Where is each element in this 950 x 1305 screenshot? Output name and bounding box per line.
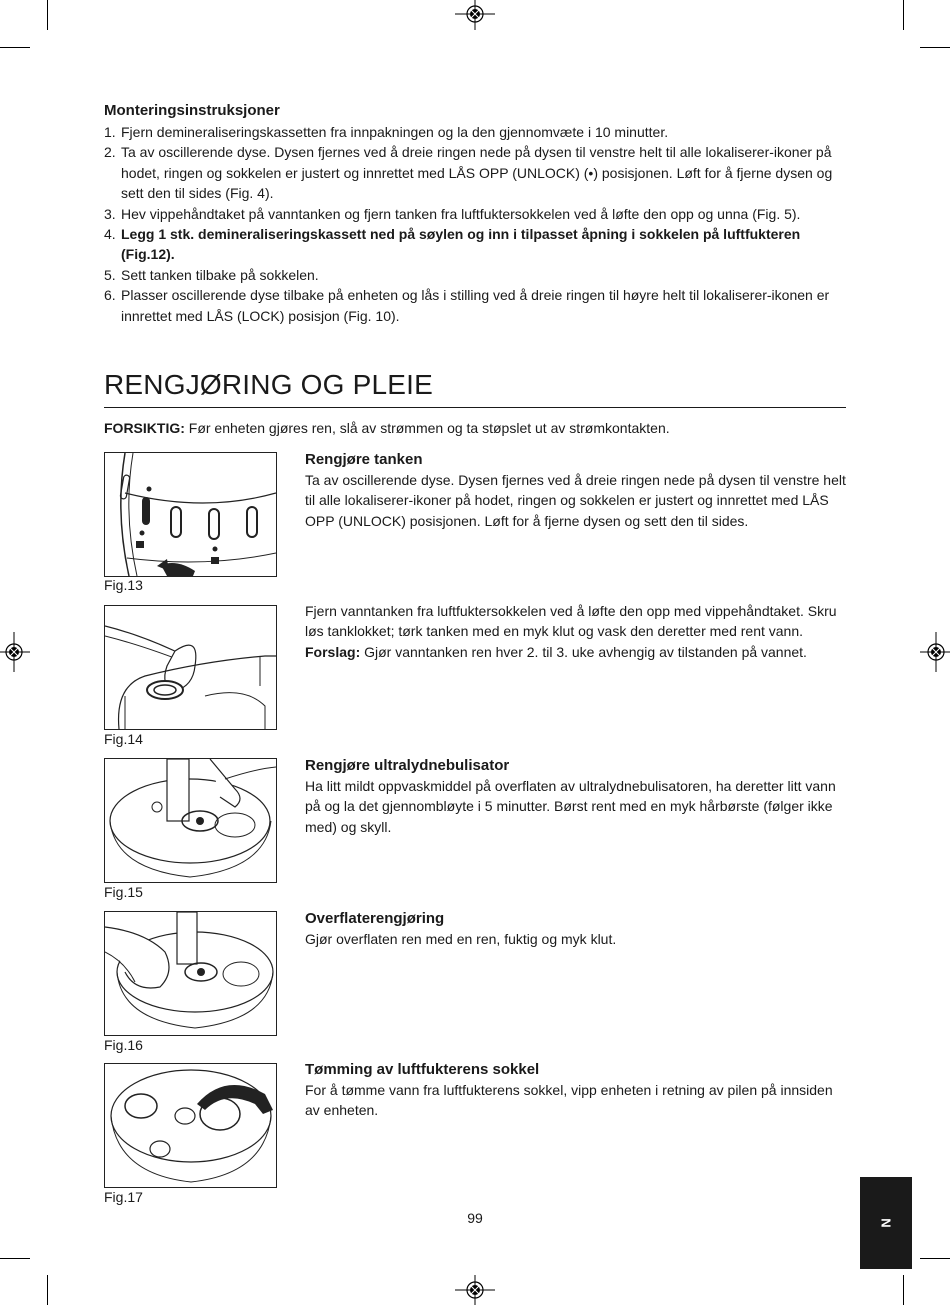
section-text: Ha litt mildt oppvaskmiddel på overflaten av ultralydnebulisatoren, ha deretter litt vann på og la det gjennombløyte i 5 minutter. Børst rent med en myk hårbørste (følger ikke med) og skyll. [305,778,836,835]
step-text: Fjern demineraliseringskassetten fra innpakningen og la den gjennomvæte i 10 minutter. [121,124,669,140]
section-text: Gjør overflaten ren med en ren, fuktig og myk klut. [305,931,617,947]
section-heading: Tømming av luftfukterens sokkel [305,1061,540,1078]
crop-mark [920,1258,950,1259]
crop-mark [903,0,904,30]
section-text: Fjern vanntanken fra luftfuktersokkelen ved å løfte den opp med vippehåndtaket. Skru løs tanklokket; tørk tanken med en myk klut og vask den deretter med rent vann. [305,603,837,640]
language-tab [860,1177,912,1269]
list-item [104,285,849,326]
clean-nebulizer-section [305,756,850,837]
step-text: Plasser oscillerende dyse tilbake på enheten og lås i stilling ved å dreie ringen til høyre helt til lokaliserer-ikonen er innrettet med LÅS (LOCK) posisjon (Fig. 10). [121,287,830,324]
section-text: Ta av oscillerende dyse. Dysen fjernes ved å dreie ringen nede på dysen til venstre helt til alle lokaliserer-ikoner på hodet, ringen og sokkelen er justert og innrettet med LÅS OPP (UNLOCK) posisjonen. Løft for å fjerne dysen og sett den til sides. [305,472,846,529]
mounting-steps [104,122,849,326]
figure-17-illustration [104,1063,277,1188]
figure-caption: Fig.15 [104,884,143,900]
registration-mark-icon [455,1275,495,1305]
crop-mark [920,47,950,48]
figure-14-illustration [104,605,277,730]
figure-caption: Fig.17 [104,1189,143,1205]
title-divider [104,407,846,408]
figure-caption: Fig.13 [104,577,143,593]
crop-mark [903,1275,904,1305]
crop-mark [47,0,48,30]
section-heading: Rengjøre tanken [305,451,423,468]
section-title: RENGJØRING OG PLEIE [104,369,433,400]
registration-mark-icon [0,632,30,672]
crop-mark [0,47,30,48]
caution-text: Før enheten gjøres ren, slå av strømmen og ta støpslet ut av strømkontakten. [184,420,670,436]
list-item [104,204,849,224]
step-number: 2. [104,144,116,161]
list-item [104,142,849,203]
step-number: 6. [104,287,116,304]
crop-mark [0,1258,30,1259]
step-number: 1. [104,124,116,140]
step-text: Sett tanken tilbake på sokkelen. [121,266,319,283]
figure-caption: Fig.16 [104,1037,143,1053]
registration-mark-icon [920,632,950,672]
step-number: 3. [104,205,116,222]
list-item [104,224,849,265]
language-tab-label: N [878,1218,894,1228]
surface-cleaning-section [305,909,850,949]
tip-text: Gjør vanntanken ren hver 2. til 3. uke avhengig av tilstanden på vannet. [360,643,807,660]
step-number: 5. [104,266,116,283]
section-heading: Overflaterengjøring [305,910,445,927]
list-item [104,122,849,142]
crop-mark [47,1275,48,1305]
tip-label: Forslag: [305,643,361,660]
figure-15-illustration [104,758,277,883]
caution-label: FORSIKTIG: [104,420,185,436]
step-number: 4. [104,226,116,243]
clean-tank-section [305,450,850,531]
figure-caption: Fig.14 [104,731,143,747]
page-number: 99 [467,1210,483,1226]
figure-16-illustration [104,911,277,1036]
registration-mark-icon [455,0,495,30]
figure-13-illustration [104,452,277,577]
tip-paragraph [305,642,850,662]
list-item [104,265,849,285]
section-text: For å tømme vann fra luftfukterens sokkel, vipp enheten i retning av pilen på innsiden av enheten. [305,1082,833,1119]
step-text: Legg 1 stk. demineraliseringskassett ned på søylen og inn i tilpasset åpning i sokkelen på luftfukteren (Fig.12). [121,226,801,263]
caution-note [104,420,670,436]
emptying-section [305,1060,850,1121]
section-heading: Rengjøre ultralydnebulisator [305,757,510,774]
step-text: Hev vippehåndtaket på vanntanken og fjern tanken fra luftfuktersokkelen ved å løfte den opp og unna (Fig. 5). [121,205,801,222]
step-text: Ta av oscillerende dyse. Dysen fjernes ved å dreie ringen nede på dysen til venstre helt til alle lokaliserer-ikoner på hodet, ringen og sokkelen er justert og innrettet med LÅS OPP (UNLOCK) (•) posisjonen. Løft for å fjerne dysen og sett den til sides (Fig. 4). [121,144,833,202]
mounting-title: Monteringsinstruksjoner [104,102,280,119]
tank-wash-section [305,601,850,662]
